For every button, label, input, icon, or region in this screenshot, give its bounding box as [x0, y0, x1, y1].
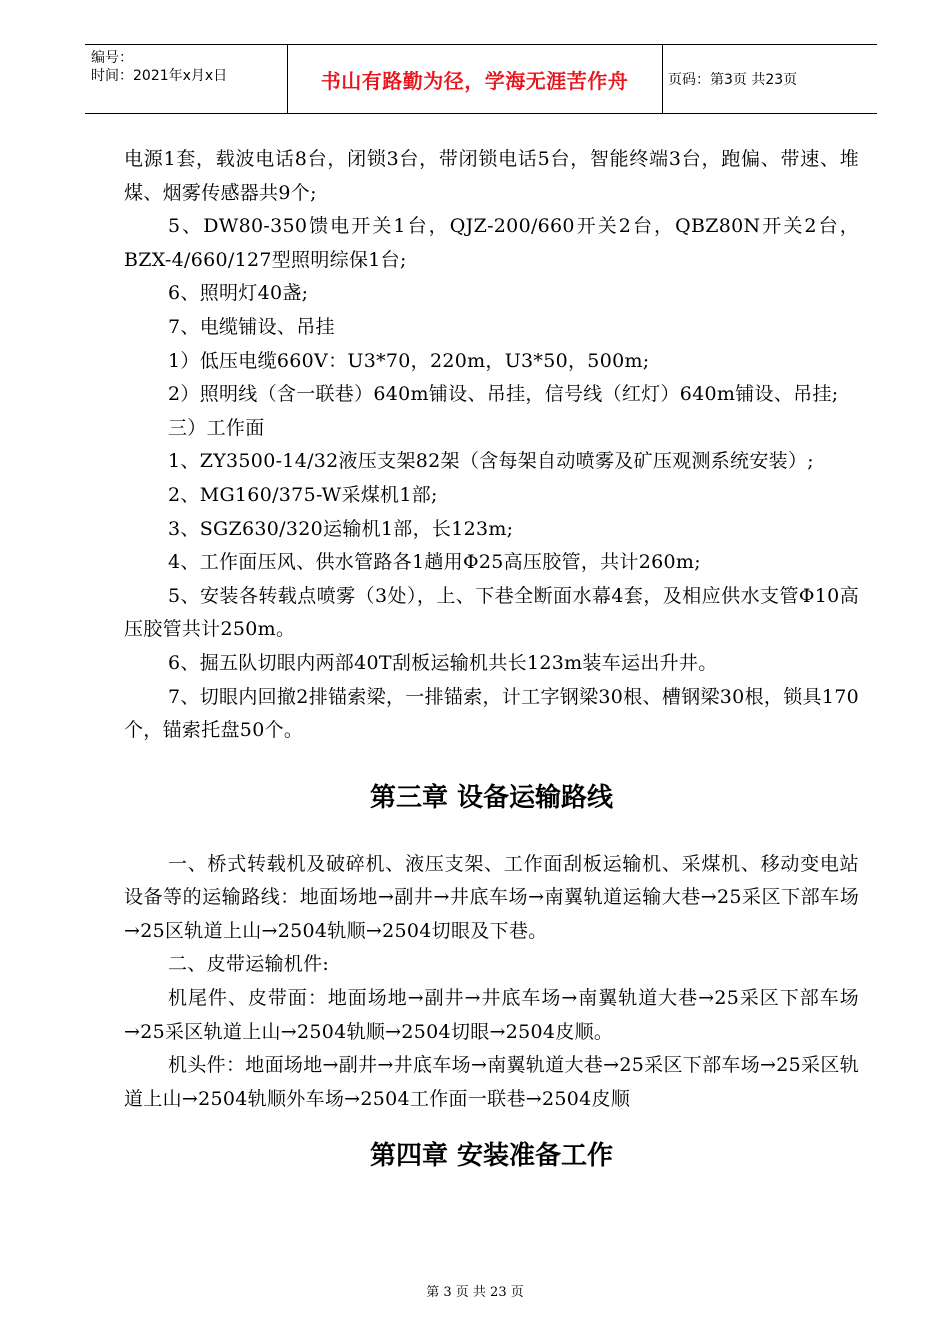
- list-item: 6、掘五队切眼内两部40T刮板运输机共长123m装车运出升井。: [168, 651, 718, 674]
- list-item: 1、ZY3500-14/32液压支架82架（含每架自动喷雾及矿压观测系统安装）;: [168, 450, 814, 473]
- chapter-title: 第三章 设备运输路线: [369, 782, 614, 813]
- list-item: 4、工作面压风、供水管路各1趟用Φ25高压胶管，共计260m;: [168, 551, 701, 574]
- paragraph: 2）照明线（含一联巷）640m铺设、吊挂，信号线（红灯）640m铺设、吊挂;: [168, 383, 839, 406]
- header-divider: [662, 45, 663, 113]
- list-item: 2、MG160/375-W采煤机1部;: [168, 483, 438, 506]
- document-time: 时间：2021年x月x日: [91, 68, 228, 84]
- header-page-info: 页码：第3页 共23页: [668, 72, 798, 88]
- header-motto: 书山有路勤为径，学海无涯苦作舟: [320, 68, 629, 93]
- list-item: 5、安装各转载点喷雾（3处），上、下巷全断面水幕4套，及相应供水支管Φ10高压胶管共计250m。: [124, 584, 859, 641]
- header-meta: [91, 49, 281, 85]
- paragraph: 1）低压电缆660V：U3*70，220m，U3*50，500m;: [168, 349, 650, 372]
- paragraph: 电源1套，载波电话8台，闭锁3台，带闭锁电话5台，智能终端3台，跑偏、带速、堆煤、烟雾传感器共9个;: [124, 148, 859, 204]
- paragraph: 6、照明灯40盏;: [168, 282, 309, 305]
- paragraph: 一、桥式转载机及破碎机、液压支架、工作面刮板运输机、采煤机、移动变电站设备等的运输路线：地面场地→副井→井底车场→南翼轨道运输大巷→25采区下部车场→25区轨道上山→2504轨顺→2504切眼及下巷。: [124, 852, 859, 942]
- paragraph: 机尾件、皮带面：地面场地→副井→井底车场→南翼轨道大巷→25采区下部车场→25采区轨道上山→2504轨顺→2504切眼→2504皮顺。: [124, 987, 859, 1043]
- paragraph: 5、DW80-350馈电开关1台，QJZ-200/660开关2台，QBZ80N开关2台，BZX-4/660/127型照明综保1台;: [124, 215, 859, 271]
- chapter-title: 第四章 安装准备工作: [369, 1141, 614, 1172]
- list-item: 3、SGZ630/320运输机1部，长123m;: [168, 517, 514, 540]
- page-header: [85, 44, 877, 114]
- document-body: [124, 143, 859, 1176]
- paragraph: 7、电缆铺设、吊挂: [168, 315, 335, 338]
- page-footer: 第 3 页 共 23 页: [426, 1285, 524, 1300]
- paragraph: 二、皮带运输机件:: [168, 953, 330, 976]
- section-heading: 三）工作面: [168, 416, 265, 439]
- list-item: 7、切眼内回撤2排锚索梁，一排锚索，计工字钢梁30根、槽钢梁30根，锁具170个，锚索托盘50个。: [124, 685, 859, 742]
- paragraph: 机头件：地面场地→副井→井底车场→南翼轨道大巷→25采区下部车场→25采区轨道上山→2504轨顺外车场→2504工作面一联巷→2504皮顺: [124, 1054, 859, 1110]
- document-number: 编号：: [91, 50, 133, 66]
